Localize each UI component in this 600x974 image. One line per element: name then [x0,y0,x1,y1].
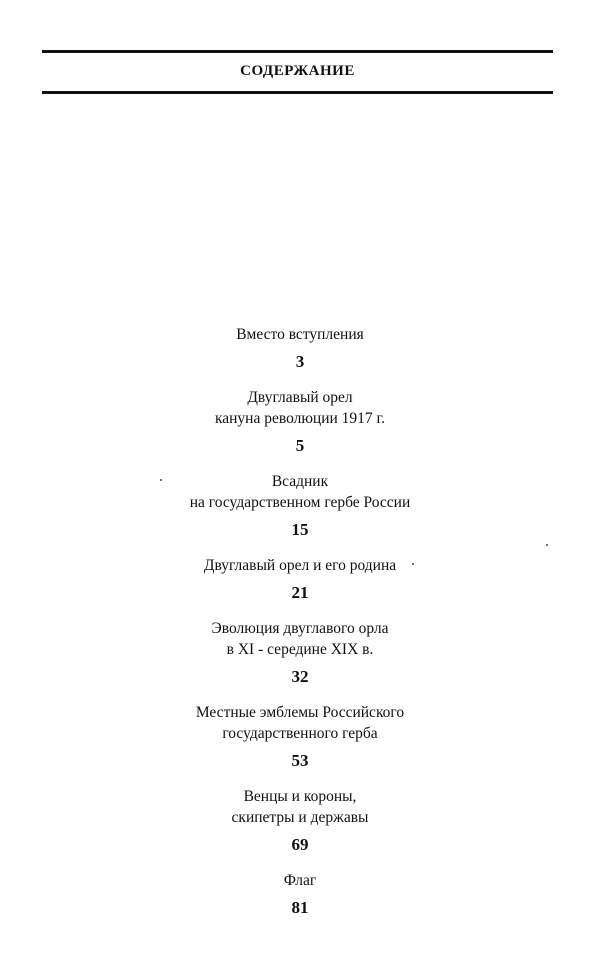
toc-entry-page: 5 [295,436,305,455]
toc-entry-page: 69 [291,835,309,854]
toc-entry [0,324,600,373]
toc-entry-title: Эволюция двуглавого орла в XI - середине XIX в. [211,620,389,658]
toc-entry [0,702,600,772]
toc-entry-page: 21 [291,583,309,602]
toc-entry-title: Вместо вступления [236,326,364,343]
toc-entry-page: 15 [291,520,309,539]
toc-entry [0,870,600,919]
toc-entry-page: 32 [291,667,309,686]
toc-entry-page: 53 [291,751,309,770]
toc-entry [0,387,600,457]
top-rule [42,50,553,53]
contents-heading: СОДЕРЖАНИЕ [240,63,355,79]
toc-entry [0,618,600,688]
toc-entry-title: Двуглавый орел кануна революции 1917 г. [214,389,386,427]
toc-entry-title: Местные эмблемы Российского государственного герба [195,704,405,742]
toc-entry [0,786,600,856]
toc-entry-title: Флаг [283,872,317,889]
toc-entry-title: Всадник на государственном гербе России [189,473,411,511]
scan-speck [160,479,162,481]
toc-entry-page: 3 [295,352,305,371]
toc-entry [0,555,600,604]
toc-entry [0,471,600,541]
toc-entry-title: Двуглавый орел и его родина [203,557,397,574]
bottom-rule [42,91,553,94]
table-of-contents [0,324,600,933]
toc-entry-page: 81 [291,898,309,917]
scan-speck [546,544,548,546]
scan-speck [412,563,414,565]
toc-entry-title: Венцы и короны, скипетры и державы [231,788,369,826]
